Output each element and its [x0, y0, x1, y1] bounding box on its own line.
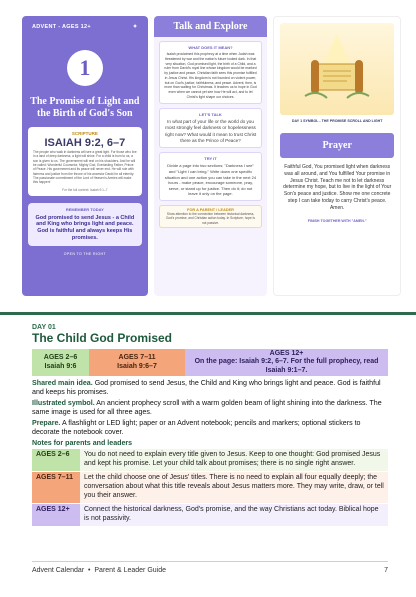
note-age: AGES 7–11: [32, 472, 80, 504]
scripture-card: [28, 127, 142, 196]
scripture-reference: ISAIAH 9:2, 6–7: [44, 137, 126, 149]
meaning-box: [159, 41, 263, 104]
talk-text: In what part of your life or the world do you most strongly feel darkness or hopelessness right now? What would it mean to trust Christ there as the Prince of Peace?: [164, 118, 257, 143]
shared-idea: [32, 379, 388, 397]
note-text: Let the child choose one of Jesus' titles. There is no need to explain all four equally deeply; the conversation about what this title reveals about Jesus matters more. They may write, draw, or tell you their answer.: [80, 472, 388, 504]
age-band-7-11: [89, 349, 185, 376]
prepare-label: Prepare.: [32, 419, 61, 428]
page-footer: [32, 567, 388, 574]
age-band-ref: On the page: Isaiah 9:2, 6–7. For the full prophecy, read Isaiah 9:1–7.: [194, 358, 379, 374]
cover-title: The Promise of Light and the Birth of God's Son: [30, 96, 140, 119]
age-band-label: AGES 12+: [269, 350, 304, 358]
page-number: 7: [384, 567, 388, 574]
scroll-icon: [297, 34, 377, 104]
age-bands: [32, 349, 388, 376]
try-label: TRY IT: [204, 156, 217, 162]
prayer-footer: FINISH TOGETHER WITH "AMEN.": [307, 219, 367, 224]
meaning-text: Isaiah proclaimed this prophecy at a time when Judah was threatened by war and the nation's future looked dark. In that very situation, God promised light, the birth of a Child, and a ruler from David's royal line whose kingdom would be marked by justice and peace. Christian faith sees this promise fulfilled in Jesus Christ. His kingdom is not founded on violent power, but on God's justice, faithfulness, and peace. Advent, then, is more than waiting for Christmas. It teaches us to hope in God even when we cannot yet see how He will act, and to let Christ's light shape our choices.: [164, 52, 257, 99]
scroll-illustration: [280, 23, 394, 115]
footer-rule: [32, 561, 388, 562]
age-header: ADVENT - AGES 12+: [32, 24, 91, 30]
brochure-panel-talk: [154, 16, 268, 296]
remember-card: [28, 203, 142, 247]
age-band-12-plus: [185, 349, 388, 376]
table-row: [32, 504, 388, 527]
footer-left: [32, 567, 166, 574]
scripture-note: For the full context: Isaiah 9:1–7: [62, 187, 108, 192]
age-band-ref: Isaiah 9:6–7: [117, 362, 157, 370]
brochure-panel-cover: [22, 16, 148, 296]
scripture-text: The people who walk in darkness will see a great light. For those who live in a land of deep darkness, a light will shine. For a child is born to us, a son is given to us. The government will rest on his shoulders. And he will be called: Wonderful Counselor, Mighty God, Everlasting Father, Prince of Peace. His government and its peace will never end. He will rule with fairness and justice from the throne of his ancestor David for all eternity. The passionate commitment of the Lord of Heaven's Armies will make this happen!: [33, 150, 137, 185]
remember-label: REMEMBER TODAY: [65, 206, 104, 212]
footer-guide: Parent & Leader Guide: [94, 567, 166, 574]
footer-book: Advent Calendar: [32, 567, 85, 574]
symbol-caption: DAY 1 SYMBOL - THE PROMISE SCROLL AND LIGHT: [291, 119, 383, 123]
notes-heading: Notes for parents and leaders: [32, 439, 133, 448]
sparkle-icon: ✦: [132, 24, 138, 30]
table-row: [32, 449, 388, 471]
day-number: 1: [67, 50, 103, 86]
age-band-label: AGES 7–11: [118, 354, 156, 362]
symbol-text: An ancient prophecy scroll with a warm golden beam of light shining into the darkness. The same image is used for all three ages.: [32, 399, 382, 417]
age-band-ref: Isaiah 9:6: [44, 362, 77, 370]
brochure-panel-prayer: [273, 16, 401, 296]
meaning-label: WHAT DOES IT MEAN?: [188, 45, 233, 50]
prepare-text: A flashlight or LED light; paper or an Advent notebook; pencils and markers; optional stickers to decorate the notebook cover.: [32, 419, 361, 437]
shared-idea-label: Shared main idea.: [32, 379, 93, 387]
prayer-text: Faithful God, You promised light when darkness was all around, and You fulfilled Your promise in Jesus Christ. Teach me not to let darkness determine my hope, but to live in the light of Your Son's peace and justice. Show me one concrete step I can take today to carry Christ's peace. Amen.: [283, 164, 392, 211]
table-row: [32, 472, 388, 504]
note-text: You do not need to explain every title given to Jesus. Keep to one thought: God promised Jesus and kept his promise. Let your child talk about promises; there is no single right answer.: [80, 449, 388, 471]
guide-title: The Child God Promised: [32, 331, 173, 345]
scripture-label: SCRIPTURE: [71, 131, 98, 136]
day-label: DAY 01: [32, 324, 56, 331]
leader-guide: [32, 324, 388, 527]
talk-label: LET'S TALK: [199, 111, 222, 117]
leader-text: Show attention to the connection between historical darkness, God's promise, and Christian action today. In Scripture, hope is not passive.: [166, 211, 255, 225]
prepare: [32, 419, 388, 437]
panel-cover-header: [28, 22, 142, 32]
remember-text: God promised to send Jesus - a Child and King who brings light and peace. God is faithful and always keeps His promises.: [35, 214, 135, 242]
leader-label: FOR A PARENT / LEADER: [187, 207, 234, 212]
leader-box: [159, 205, 263, 228]
age-band-label: AGES 2–6: [43, 354, 78, 362]
shared-idea-text: God promised to send Jesus, the Child and King who brings light and peace. God is faithful and keeps his promises.: [32, 379, 381, 397]
illustrated-symbol: [32, 399, 388, 417]
prayer-header: Prayer: [280, 133, 394, 158]
notes-table: [32, 449, 388, 527]
section-divider: [0, 312, 416, 315]
talk-header: Talk and Explore: [154, 16, 268, 37]
symbol-label: Illustrated symbol.: [32, 399, 95, 408]
footer-separator: •: [88, 567, 91, 574]
note-text: Connect the historical darkness, God's promise, and the way Christians act today. Biblical hope is not passivity.: [80, 504, 388, 527]
cover-footer: OPEN TO THE RIGHT: [63, 252, 106, 256]
note-age: AGES 12+: [32, 504, 80, 527]
brochure-spread: [22, 16, 401, 296]
talk-box: [159, 108, 263, 149]
try-text: Divide a page into two sections: "Darkness I see" and "Light I can bring." Write down one specific situation and one action you can take in the next 24 hours - make peace, encourage someone, pray, serve, or stand up for justice. Then do it; do not leave it only on the page.: [164, 163, 257, 197]
try-box: [159, 152, 263, 201]
age-band-2-6: [32, 349, 89, 376]
note-age: AGES 2–6: [32, 449, 80, 471]
